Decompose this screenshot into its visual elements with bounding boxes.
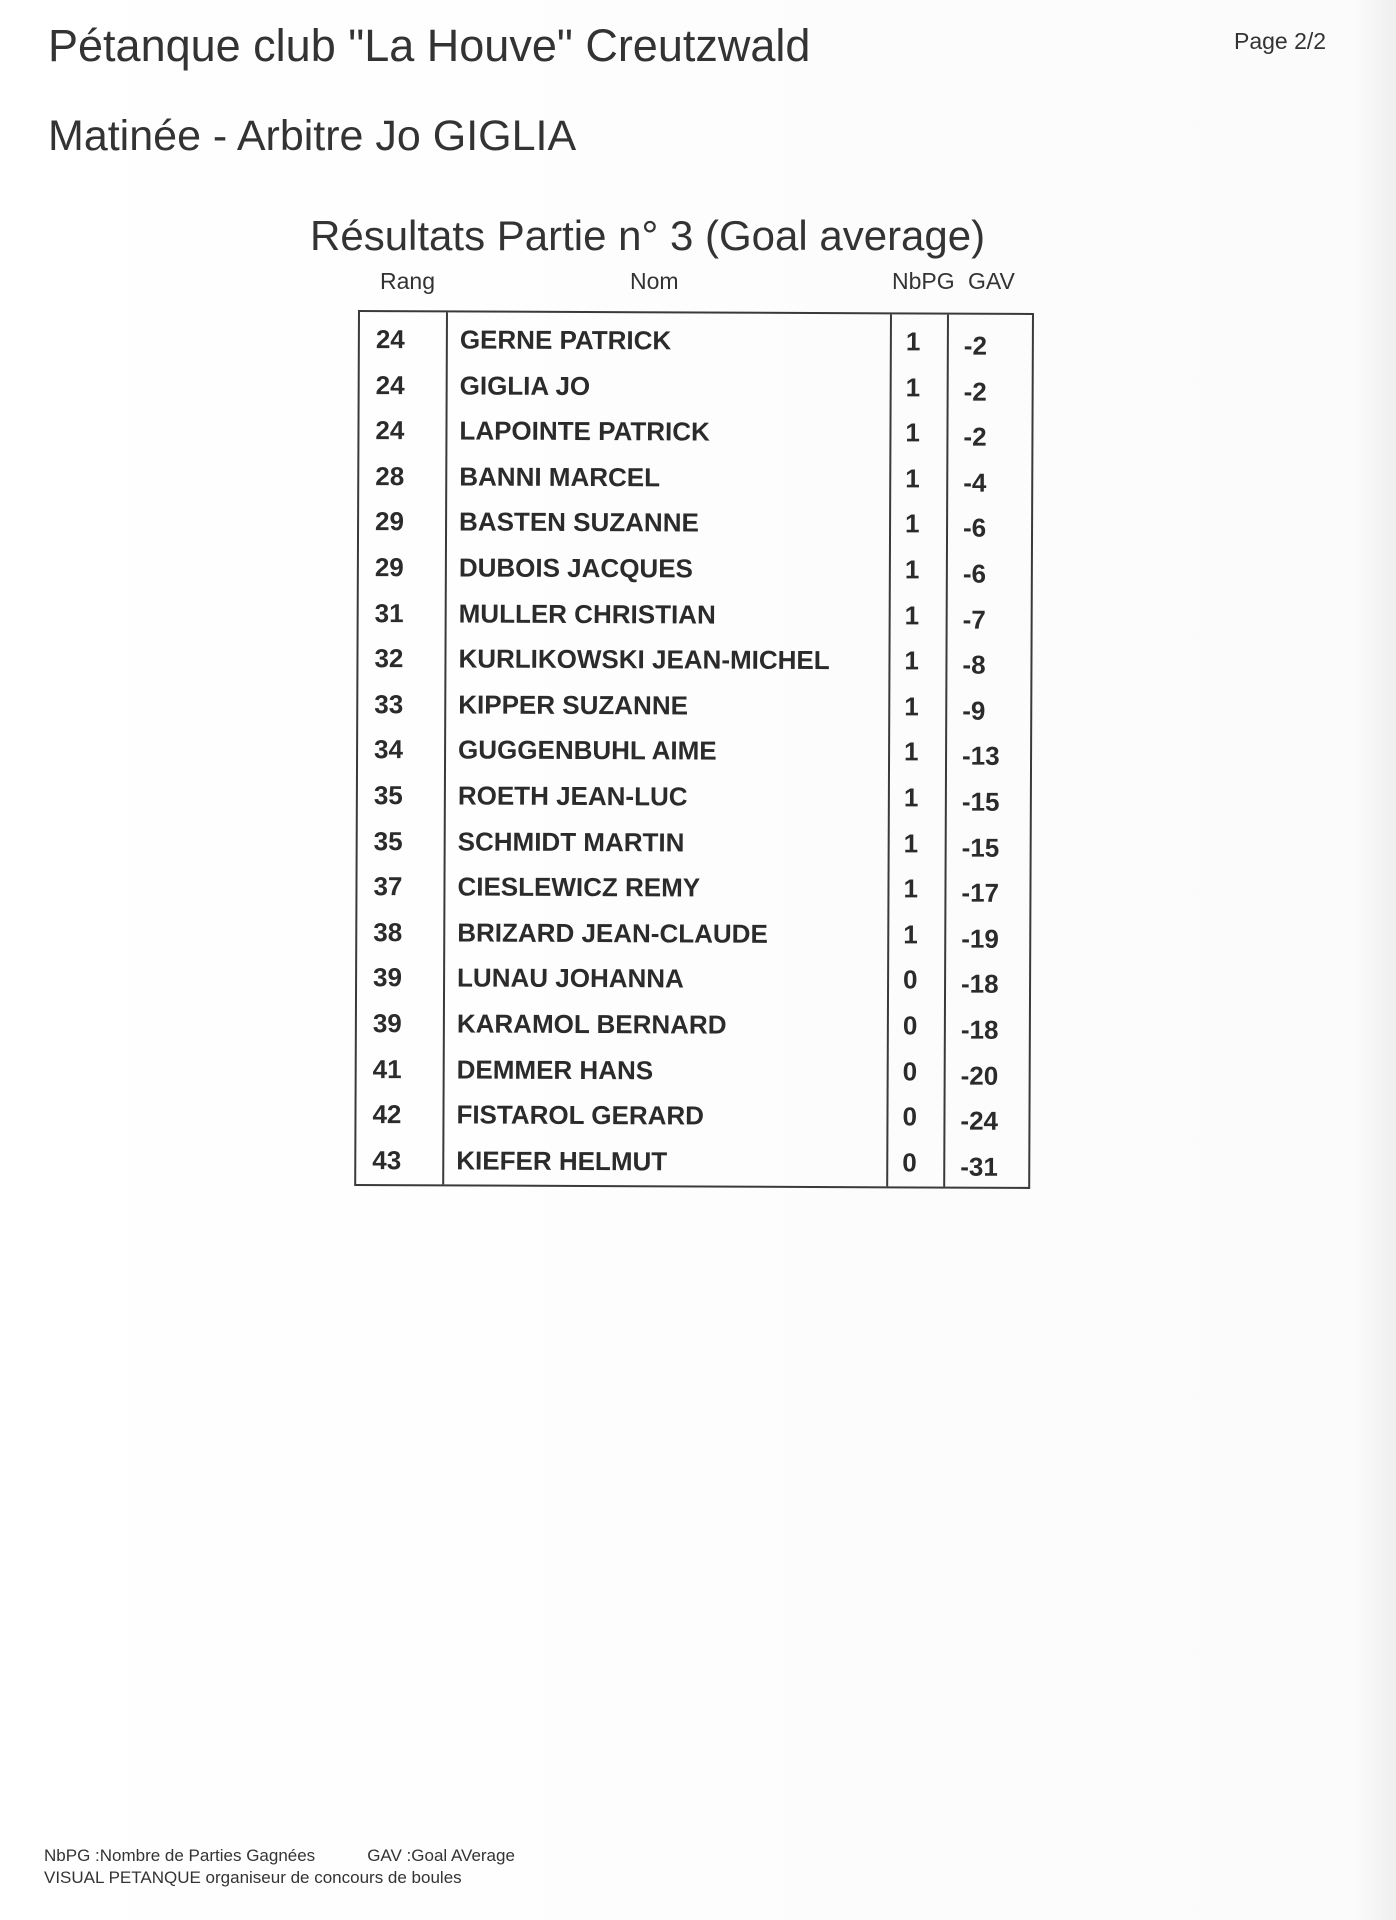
- cell-nbpg: 1: [903, 873, 919, 904]
- cell-nom: GUGGENBUHL AIME: [458, 734, 717, 766]
- cell-rang: 43: [372, 1144, 402, 1175]
- table-row: [356, 1091, 1028, 1140]
- cell-nom: BANNI MARCEL: [459, 461, 661, 493]
- cell-gav: -31: [960, 1151, 998, 1182]
- column-header-rang: Rang: [380, 268, 435, 294]
- table-row: [358, 818, 1030, 867]
- cell-nom: DEMMER HANS: [456, 1054, 654, 1085]
- cell-nom: SCHMIDT MARTIN: [457, 826, 685, 858]
- table-row: [358, 635, 1030, 684]
- table-row: [359, 590, 1031, 639]
- column-header-gav: GAV: [968, 268, 1015, 294]
- cell-nom: FISTAROL GERARD: [456, 1099, 705, 1131]
- cell-rang: 41: [372, 1053, 402, 1084]
- cell-nbpg: 0: [902, 1147, 917, 1178]
- column-header-nbpg: NbPG: [892, 268, 955, 294]
- cell-gav: -2: [963, 376, 987, 407]
- cell-nbpg: 1: [904, 645, 920, 676]
- cell-nbpg: 1: [905, 463, 920, 494]
- cell-nbpg: 1: [904, 554, 920, 585]
- cell-nom: LUNAU JOHANNA: [457, 962, 684, 994]
- table-row: [359, 544, 1031, 593]
- table-row: [357, 954, 1029, 1003]
- cell-rang: 33: [374, 688, 404, 719]
- cell-rang: 32: [374, 643, 404, 674]
- cell-nbpg: 1: [904, 691, 919, 722]
- cell-nbpg: 1: [905, 326, 921, 357]
- cell-rang: 39: [372, 1008, 402, 1039]
- table-row: [357, 1000, 1029, 1049]
- page-number: Page 2/2: [1234, 28, 1327, 54]
- table-row: [358, 772, 1030, 821]
- cell-gav: -6: [962, 513, 987, 544]
- table-row: [359, 498, 1031, 547]
- table-row: [359, 453, 1031, 502]
- cell-rang: 35: [373, 825, 403, 856]
- cell-rang: 24: [375, 324, 405, 355]
- cell-gav: -9: [962, 695, 986, 726]
- cell-nom: ROETH JEAN-LUC: [457, 780, 688, 812]
- cell-nom: KURLIKOWSKI JEAN-MICHEL: [458, 643, 830, 676]
- cell-nbpg: 1: [905, 417, 921, 448]
- table-row: [360, 316, 1032, 365]
- club-title: Pétanque club "La Houve" Creutzwald: [48, 20, 811, 71]
- table-row: [356, 1137, 1028, 1186]
- cell-nom: KARAMOL BERNARD: [456, 1008, 727, 1040]
- cell-nom: CIESLEWICZ REMY: [457, 871, 701, 903]
- cell-nom: BRIZARD JEAN-CLAUDE: [457, 917, 768, 949]
- cell-nbpg: 0: [902, 1010, 918, 1041]
- cell-rang: 38: [373, 916, 403, 947]
- cell-gav: -8: [962, 649, 986, 680]
- cell-nbpg: 0: [903, 964, 918, 995]
- cell-gav: -24: [960, 1105, 999, 1136]
- cell-rang: 34: [374, 734, 404, 765]
- cell-nbpg: 0: [902, 1101, 918, 1132]
- cell-gav: -20: [960, 1060, 999, 1091]
- cell-rang: 42: [372, 1099, 402, 1130]
- cell-rang: 37: [373, 871, 403, 902]
- cell-nom: MULLER CHRISTIAN: [458, 598, 716, 630]
- footer-legend: [44, 1846, 515, 1866]
- table-row: [357, 863, 1029, 912]
- cell-nbpg: 1: [903, 782, 919, 813]
- session-subtitle: Matinée - Arbitre Jo GIGLIA: [48, 112, 577, 160]
- cell-rang: 29: [375, 506, 405, 537]
- cell-gav: -15: [961, 832, 1000, 863]
- cell-gav: -19: [961, 923, 999, 954]
- cell-gav: -2: [963, 421, 987, 452]
- results-title: Résultats Partie n° 3 (Goal average): [310, 212, 986, 259]
- table-row: [357, 909, 1029, 958]
- cell-rang: 24: [375, 415, 405, 446]
- cell-nom: KIPPER SUZANNE: [458, 689, 689, 721]
- cell-gav: -13: [961, 741, 1000, 772]
- footer-organizer: VISUAL PETANQUE organiseur de concours de boules: [44, 1868, 462, 1887]
- table-row: [358, 726, 1030, 775]
- cell-gav: -2: [963, 330, 988, 361]
- cell-rang: 29: [374, 552, 404, 583]
- table-row: [360, 362, 1032, 411]
- cell-nom: LAPOINTE PATRICK: [459, 415, 710, 447]
- cell-gav: -18: [960, 969, 999, 1000]
- cell-nbpg: 1: [904, 599, 920, 631]
- cell-nom: DUBOIS JACQUES: [458, 552, 693, 584]
- cell-nom: GERNE PATRICK: [459, 324, 672, 356]
- cell-nom: BASTEN SUZANNE: [459, 506, 699, 538]
- cell-nbpg: 1: [903, 827, 919, 859]
- cell-rang: 35: [373, 780, 403, 811]
- cell-gav: -18: [960, 1014, 999, 1045]
- cell-gav: -15: [961, 786, 1000, 817]
- results-table: [354, 310, 1034, 1189]
- cell-nom: KIEFER HELMUT: [456, 1145, 668, 1177]
- cell-gav: -6: [962, 558, 987, 589]
- cell-rang: 39: [373, 962, 403, 993]
- table-row: [357, 1046, 1029, 1095]
- table-row: [358, 681, 1030, 730]
- table-row: [359, 407, 1031, 456]
- column-header-nom: Nom: [630, 268, 679, 294]
- cell-nbpg: 0: [902, 1055, 918, 1087]
- cell-nbpg: 1: [904, 736, 919, 767]
- nbpg-legend: NbPG :Nombre de Parties Gagnées: [44, 1846, 316, 1865]
- cell-nom: GIGLIA JO: [459, 370, 591, 401]
- cell-gav: -7: [962, 604, 986, 635]
- cell-rang: 24: [375, 369, 405, 400]
- cell-nbpg: 1: [905, 508, 920, 539]
- cell-gav: -17: [961, 877, 1000, 908]
- cell-nbpg: 1: [903, 919, 918, 950]
- cell-rang: 31: [374, 597, 404, 628]
- cell-nbpg: 1: [905, 371, 921, 403]
- cell-rang: 28: [375, 460, 405, 491]
- cell-gav: -4: [963, 467, 987, 498]
- gav-legend: GAV :Goal AVerage: [367, 1846, 515, 1865]
